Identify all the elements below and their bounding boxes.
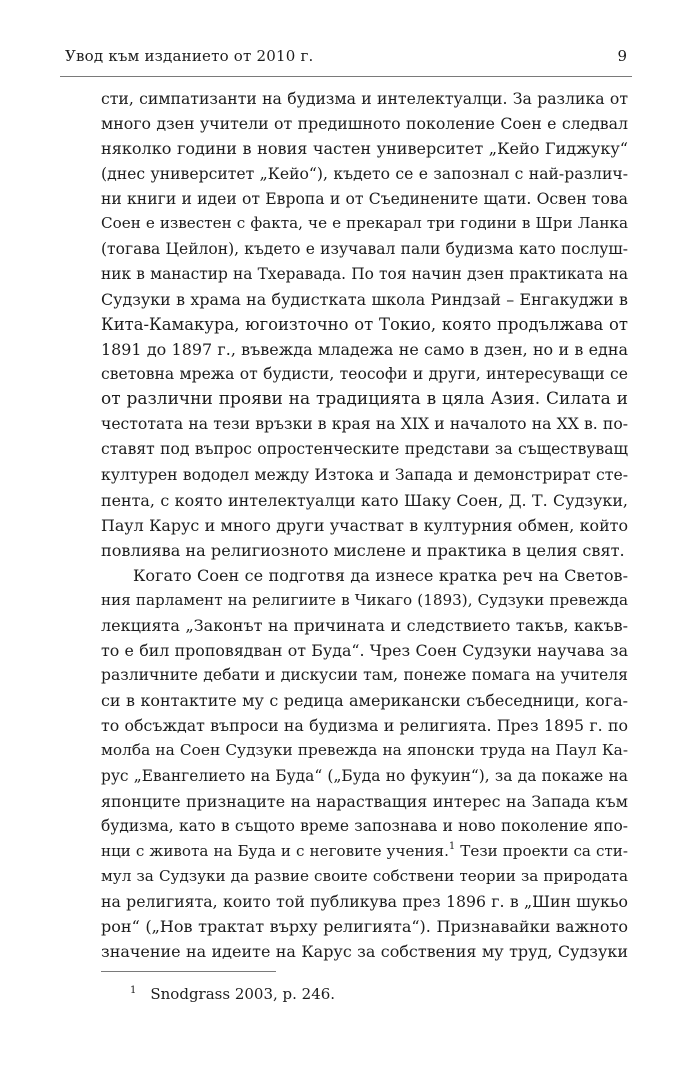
- text-line: лекцията „Законът на причината и следствието такъв, какъв-: [101, 615, 628, 635]
- text-line: ния парламент на религиите в Чикаго (1893), Судзуки превежда: [101, 590, 628, 609]
- text-line: културен вододел между Изтока и Запада и демонстрират сте-: [101, 465, 628, 485]
- text-line: Кита-Камакура, югоизточно от Токио, която продължава от: [101, 314, 628, 334]
- paragraph-1: [101, 86, 628, 563]
- text-line: ни книги и идеи от Европа и от Съединените щати. Освен това: [101, 189, 628, 209]
- text-line-with-note: [101, 839, 628, 864]
- body-text: [101, 86, 628, 964]
- footnote-mark: 1: [130, 985, 137, 996]
- text-line: няколко години в новия частен университет „Кейо Гиджуку“: [101, 139, 628, 159]
- text-line: то е бил проповядван от Буда“. Чрез Соен Судзуки научава за: [101, 641, 628, 661]
- text-line: будизма, като в същото време запознава и ново поколение япо-: [101, 816, 628, 835]
- text-line: ник в манастир на Тхеравада. По тоя начин дзен практиката на: [101, 264, 628, 283]
- text-line: повлиява на религиозното мислене и практика в целия свят.: [101, 540, 625, 560]
- text-line: молба на Соен Судзуки превежда на японски труда на Паул Ка-: [101, 741, 628, 760]
- footnote-reference[interactable]: 1: [448, 840, 456, 852]
- header-rule: [60, 76, 632, 77]
- text-line: си в контактите му с редица американски събеседници, кога-: [101, 691, 628, 711]
- text-line: (тогава Цейлон), където е изучавал пали будизма като послуш-: [101, 239, 628, 258]
- text-line: световна мрежа от будисти, теософи и други, интересуващи се: [101, 365, 628, 384]
- text-line: пента, с която интелектуалци като Шаку Соен, Д. Т. Судзуки,: [101, 490, 628, 510]
- text-line: Паул Карус и много други участват в културния обмен, който: [101, 515, 628, 535]
- text-line: то обсъждат въпроси на будизма и религията. През 1895 г. по: [101, 716, 628, 736]
- text-line: рус „Евангелието на Буда“ („Буда но фукуин“), за да покаже на: [101, 766, 628, 785]
- text-line: мул за Судзуки да развие своите собствени теории за природата: [101, 866, 628, 885]
- footnote: [130, 981, 335, 1004]
- text-line: Соен е известен с факта, че е прекарал три години в Шри Ланка: [101, 214, 628, 233]
- text-line: на религията, които той публикува през 1896 г. в „Шин шукьо: [101, 892, 628, 911]
- footnote-rule: [101, 971, 276, 972]
- text-line: Когато Соен се подготвя да изнесе кратка реч на Светов-: [133, 565, 628, 585]
- text-line: Судзуки в храма на будистката школа Риндзай – Енгакуджи в: [101, 289, 628, 309]
- text-line: ставят под въпрос опростенческите представи за съществуващ: [101, 440, 628, 459]
- text-fragment: Тези проекти са сти-: [455, 841, 628, 860]
- text-line: различните дебати и дискусии там, понеже помага на учителя: [101, 666, 628, 685]
- text-line: значение на идеите на Карус за собствения му труд, Судзуки: [101, 942, 628, 962]
- text-line: честотата на тези връзки в края на XIX и началото на XX в. по-: [101, 415, 628, 434]
- text-fragment: нци с живота на Буда и с неговите учения.: [101, 841, 449, 860]
- page-number: 9: [617, 47, 627, 65]
- text-line: сти, симпатизанти на будизма и интелектуалци. За разлика от: [101, 89, 628, 108]
- text-line: японците признаците на нарастващия интерес на Запада към: [101, 791, 628, 811]
- text-line: рон“ („Нов трактат върху религията“). Признавайки важното: [101, 917, 628, 937]
- paragraph-2: [101, 563, 628, 965]
- footnote-text: Snodgrass 2003, p. 246.: [150, 985, 336, 1003]
- text-line: много дзен учители от предишното поколение Соен е следвал: [101, 114, 628, 134]
- text-line: (днес университет „Кейо“), където се е запознал с най-различ-: [101, 164, 628, 184]
- text-line: от различни прояви на традицията в цяла Азия. Силата и: [101, 389, 628, 410]
- text-line: 1891 до 1897 г., въвежда младежа не само в дзен, но и в една: [101, 339, 628, 359]
- running-title: Увод към изданието от 2010 г.: [65, 47, 314, 65]
